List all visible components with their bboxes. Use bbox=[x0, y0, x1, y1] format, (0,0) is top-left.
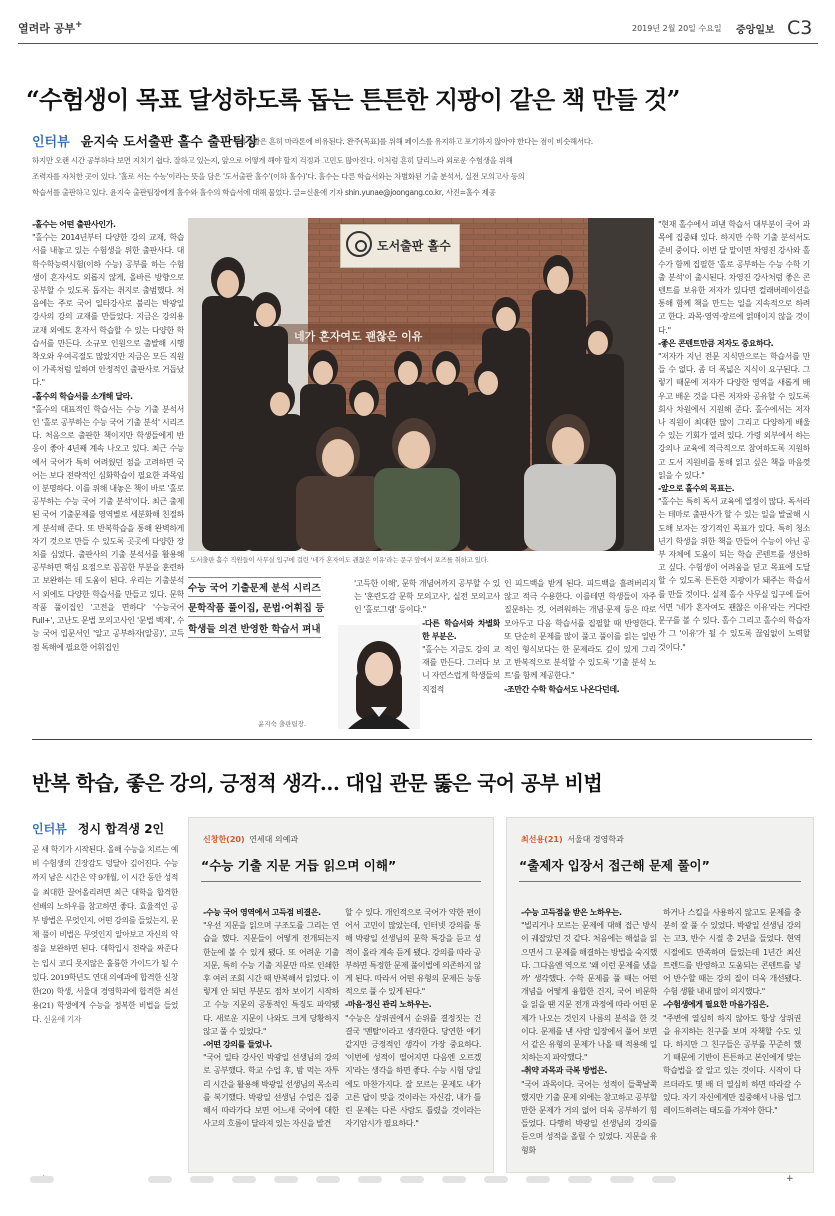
interview-tag: 인터뷰 bbox=[32, 135, 70, 150]
question: -수능 국어 영역에서 고득점 비결은. bbox=[203, 908, 321, 917]
interviewee-name: 최선용(21) bbox=[521, 835, 563, 844]
interviewee-line bbox=[203, 834, 298, 845]
question: -앞으로 홀수의 목표는. bbox=[658, 484, 735, 494]
interview-right-col-2 bbox=[663, 906, 801, 1162]
section-label: 열려라 공부+ bbox=[18, 20, 83, 35]
registration-mark-right: + bbox=[786, 1174, 794, 1184]
story-divider bbox=[32, 739, 812, 740]
question: -취약 과목과 극복 방법은. bbox=[521, 1066, 607, 1076]
company-logo-icon bbox=[346, 231, 372, 257]
intro-text: 곧 새 학기가 시작된다. 올해 수능을 치르는 예비 수험생의 긴장감도 덩달아 깊어진다. 수능까지 남은 시간은 약 9개월, 이 시간 동안 성적을 최대한 끌어올리려면 최근 대학을 합격한 선배의 노하우를 참고하면 좋다. 효율적인 공부 방법은 무엇인지, 어떤 강의를 들었는지, 문제 풀이 비법은 무엇인지 알아보고 자신의 약점을 보완하면 된다. 대학입시 전략을 짜준다는 입시 코디 못지않은 훌륭한 가이드가 될 수 있다. 2019학년도 연대 의예과에 합격한 신창한(20) 학생, 서울대 경영학과에 합격한 최선용(21) 학생에게 수능을 정복한 비법을 들었다. bbox=[32, 845, 178, 1025]
question: -어떤 강의를 들었나. bbox=[203, 1040, 272, 1050]
question: -좋은 콘텐트만큼 저자도 중요하다. bbox=[658, 338, 774, 348]
question: -수험생에게 필요한 마음가짐은. bbox=[663, 1000, 769, 1010]
question: -조만간 수학 학습서도 나온다던데. bbox=[504, 684, 620, 694]
interviewee-school: 서울대 경영학과 bbox=[567, 835, 624, 844]
answer: "우선 지문을 읽으며 구조도를 그리는 연습을 했다. 지문들이 어떻게 전개되는지 한눈에 볼 수 있게 됐다. 또 어려운 기출 지문, 특히 수능 기출 지문만 따로 인쇄한 후 여러 조회 시간 때 반복해서 읽었다. 이렇게 안 되던 부분도 점차 보이기 시작하고 수능 지문의 공통적인 특징도 파악됐다. 새로운 지문이 나와도 크게 당황하지 않고 풀 수 있었다." bbox=[203, 921, 339, 1036]
footer-bar bbox=[0, 1172, 835, 1216]
feature-line-1: 수능 국어 기출문제 분석 시리즈 bbox=[188, 577, 321, 597]
question: -마음·정신 관리 노하우는. bbox=[345, 1000, 432, 1010]
group-photo bbox=[188, 218, 654, 551]
answer: 인 피드백을 받게 된다. 피드백을 흘려버리지 않고 적극 수용한다. 이를테면 학생들이 자주 질문하는 것, 어려워하는 개념·문제 등은 따로 모아두고 다음 학습서를 집필할 때 반영한다. 또 단순히 문제를 많이 풀고 풀이를 읽는 일반적인 형식보다는 한 문제라도 깊이 있게 그리고 반복적으로 분석할 수 있도록 '기출 분석 노트'를 함께 제공한다." bbox=[504, 579, 656, 681]
feature-line-3: 학생들 의견 반영한 학습서 펴내 bbox=[188, 619, 321, 638]
answer: 하거나 스킬을 사용하지 않고도 문제를 충분히 잘 풀 수 있었다. 박광일 선생님 강의는 고3, 반수 시절 총 2년을 들었다. 현역 시절에도 만족하며 들었는데 1년간 최신 트렌드를 반영하고 도움되는 콘텐트를 넣어 반수할 때는 강의 질이 더욱 개선됐다. 수험 생활 내내 많이 의지했다." bbox=[663, 908, 801, 997]
answer: "현재 홀수에서 펴낸 학습서 대부분이 국어 과목에 집중돼 있다. 하지만 수학 기출 분석서도 준비 중이다. 이번 달 말이면 차영진 강사와 홀수가 함께 집필한 '홀로 공부하는 수능 수학 기출 분석'이 출시된다. 차영진 강사처럼 좋은 콘텐트를 보유한 저자가 있다면 컬래버레이션을 통해 함께 책을 만드는 일을 지속적으로 하려고 한다. 과목·영역·장르에 얽매이지 않을 것이다." bbox=[658, 220, 810, 335]
story1-lead-4: 학습서를 출판하고 있다. 윤지숙 출판팀장에게 홀수와 홀수의 학습서에 대해 물었다. 글=신윤애 기자 shin.yunae@joongang.co.kr, 사진=홀수 제공 bbox=[32, 188, 496, 197]
interview-quote: “출제자 입장서 접근해 문제 풀이” bbox=[519, 858, 710, 873]
interviewee-school: 연세대 의예과 bbox=[249, 835, 299, 844]
story1-headline: “수험생이 목표 달성하도록 돕는 튼튼한 지팡이 같은 책 만들 것” bbox=[26, 85, 680, 114]
answer: "국어 과목이다. 국어는 성적이 들쭉날쭉했지만 기출 문제 외에는 참고하고 공부할 만한 문제가 거의 없어 더욱 공부하기 힘들었다. 다행히 박광일 선생님의 강의를 듣으며 성적을 올릴 수 있었다. 지문을 유형화 bbox=[521, 1079, 657, 1155]
answer: "저자가 지닌 전문 지식만으로는 학습서를 만들 수 없다. 좀 더 폭넓은 지식이 요구된다. 그렇기 때문에 저자가 다양한 영역을 새롭게 배우고 배운 것을 다른 저자와 공유할 수 있도록 회사 차원에서 지원해 준다. 홀수에서는 저자나 직원이 최대한 많이 그리고 다양하게 배울 수 있는 기회가 열려 있다. 가령 외부에서 하는 강의나 교육에 적극적으로 참여하도록 지원하고 도서 지원비를 통해 읽고 싶은 책을 마음껏 읽을 수 있다." bbox=[658, 352, 810, 480]
story2-headline: 반복 학습, 좋은 강의, 긍정적 생각… 대입 관문 뚫은 국어 공부 비법 bbox=[32, 771, 603, 795]
print-marks bbox=[30, 1176, 676, 1183]
paper-logo: 중앙일보 bbox=[736, 25, 775, 36]
answer: "홀수는 지금도 강의 교재를 만든다. 그러다 보니 자연스럽게 학생들의 직접적 bbox=[422, 645, 500, 694]
company-sign bbox=[340, 224, 460, 268]
header-rule bbox=[18, 43, 818, 44]
interview-right-col-1 bbox=[521, 906, 657, 1162]
photo-banner-text: 네가 혼자여도 괜찮은 이유 bbox=[294, 330, 423, 343]
question: -수능 고득점을 받은 노하우는. bbox=[521, 908, 622, 917]
page-number: C3 bbox=[787, 17, 813, 39]
answer: "주변에 열심히 하지 않아도 항상 상위권을 유지하는 친구를 보며 자책할 수도 있다. 하지만 그 친구들은 공부를 꾸준히 했기 때문에 기반이 튼튼하고 본인에게 맞는 학습법을 잘 알고 있는 것이다. 시작이 다르더라도 몇 배 더 열심히 하면 따라갈 수 있다. 자기 자신에게만 집중해서 나름 업그레이드하려는 태도를 가져야 한다." bbox=[663, 1013, 801, 1116]
story1-column-5 bbox=[658, 218, 810, 730]
answer: "홀수는 특히 독서 교육에 열정이 많다. 독서라는 테마로 출판사가 할 수 있는 일을 발굴해 시도해 보자는 장기적인 목표가 있다. 특히 청소년기 학생을 위한 책을 만들어 수능이 아닌 공부 자체에 도움이 되는 학습 콘텐트를 생산하고 싶다. 수험생이 어려움을 딛고 목표에 도달할 수 있도록 튼튼한 지팡이가 돼주는 학습서를 만들 것이다. 실제 홀수 사무실 입구에 들어서면 '네가 혼자여도 괜찮은 이유'라는 커다란 문구를 볼 수 있다. 홀수 그리고 홀수의 학습자가 그 '이유'가 될 수 있도록 끊임없이 노력할 것이다." bbox=[658, 497, 810, 652]
feature-line-2: 문학작품 풀이집, 문법·어휘집 등 bbox=[188, 598, 324, 617]
interview-quote: “수능 기출 지문 거듭 읽으며 이해” bbox=[201, 858, 397, 873]
photo-caption: 도서출판 홀수 직원들이 사무실 입구에 걸린 '네가 혼자여도 괜찮은 이유'라는 문구 앞에서 포즈를 취하고 있다. bbox=[190, 556, 489, 564]
story2-byline-row bbox=[32, 818, 164, 837]
interviewee-line bbox=[521, 834, 624, 845]
page-header bbox=[0, 0, 835, 50]
answer: 할 수 있다. 개인적으로 국어가 약한 편이어서 고민이 많았는데, 인터넷 강의를 통해 박광일 선생님의 문학 특강을 듣고 성적이 올라 계속 듣게 됐다. 강의를 따라 공부하면 특정한 문제 풀이법에 의존하지 않게 된다. 따라서 어떤 유형의 문제든 능동적으로 풀 수 있게 된다." bbox=[345, 908, 481, 997]
answer: "홀수의 대표적인 학습서는 수능 기출 분석서인 '홀로 공부하는 수능 국어 기출 분석' 시리즈다. 처음으로 출판한 책이지만 학생들에게 반응이 좋아 4년째 계속 나오고 있다. 최근 수능에서 국어가 특히 어려웠던 점을 고려하면 국어는 보다 전략적인 심화학습이 필요한 과목임이 분명하다. 이를 위해 내놓은 책이 바로 '홀로 공부하는 수능 국어 기출 분석'이다. 최근 출제된 국어 기출문제를 영역별로 세분화해 친절하게 분석해 준다. 또 반복학습을 통해 완벽하게 자기 것으로 만들 수 있도록 곳곳에 다양한 장치를 심었다. 출판사의 기출 분석서를 활용해 공부하면 핵심 요점으로 꼼꼼한 부분을 훈련하고 보완하는 데 도움이 된다. 우리는 기출분석서 외에도 다양한 학습서를 만들고 있다. 문학작품 풀이집인 '고전을 면하다' '수능국어 Full+', 고난도 문법 모의고사인 '문법 백제', 수능 국어 입문서인 '알고 공부하자(알공)', 고득점 독해에 필요한 어휘집인 bbox=[32, 404, 184, 652]
quote-rule bbox=[201, 881, 481, 882]
issue-date: 2019년 2월 20일 수요일 bbox=[632, 24, 722, 33]
story1-byline-row bbox=[32, 131, 258, 150]
story1-column-1 bbox=[32, 218, 184, 730]
interview-subject: 윤지숙 도서출판 홀수 출판팀장 bbox=[80, 135, 258, 150]
story1-lead-3: 조력자를 자처한 곳이 있다. '홀로 서는 수능'이라는 뜻을 담은 '도서출판 홀수'(이하 홀수)'다. 홀수는 다른 학습서와는 차별화된 기출 분석서, 실전 모의고사 등의 bbox=[32, 172, 525, 181]
interview-tag: 인터뷰 bbox=[32, 822, 67, 836]
answer: "빌리거나 모르는 문제에 대해 접근 방식이 궤잡았던 것 같다. 처음에는 해설을 읽으면서 그 문제를 해결하는 방법을 숙지했다. 그다음엔 역으로 '왜 이런 문제를 냈을까' 생각했다. 수학 문제를 풀 때는 어떤 개념을 어떻게 융합한 건지, 국어 비문학을 읽을 땐 지문 전개 과정에 따라 어떤 문제가 나오는 것인지 나름의 분석을 한 것이다. 문제를 낸 사람 입장에서 풀어 보면서 같은 유형의 문제가 나올 때 적용해 일치하는지 파악했다." bbox=[521, 921, 657, 1063]
story1-column-4 bbox=[504, 577, 656, 699]
interview-subject: 정시 합격생 2인 bbox=[77, 822, 165, 836]
interviewee-name: 신창한(20) bbox=[203, 835, 245, 844]
answer: "수능은 상위권에서 순위를 결정짓는 건 결국 '멘탈'이라고 생각한다. 당연한 얘기 같지만 긍정적인 생각이 가장 중요하다. '이번에 성적이 떨어지면 다음엔 오르겠지'라는 생각을 하면 좋다. 수능 시험 당일에도 마찬가지다. 잘 모르는 문제도 내가 고른 답이 맞을 것이라는 자신감, 내가 틀린 문제는 다른 사람도 틀렸을 것이라는 자기암시가 필요하다." bbox=[345, 1013, 481, 1129]
answer: "국어 일타 강사인 박광일 선생님의 강의로 공부했다. 학교 수업 후, 밤 먹는 자투리 시간을 활용해 박광일 선생님의 목소리를 복기했다. 박광일 선생님 수업은 집중해서 따라가다 보면 어느새 국어에 대한 사고의 흐름이 달라져 있는 자신을 발견 bbox=[203, 1053, 339, 1129]
interview-box-left bbox=[188, 817, 494, 1173]
quote-rule bbox=[519, 881, 801, 882]
interview-left-col-1 bbox=[203, 906, 339, 1162]
story1-lead-1: 수험생활은 흔히 마라톤에 비유된다. 완주(목표)를 위해 페이스를 유지하고 포기하지 않아야 한다는 점이 비슷해서다. bbox=[232, 137, 593, 146]
interview-box-right bbox=[506, 817, 814, 1173]
interview-left-col-2 bbox=[345, 906, 481, 1162]
answer: '고득한 이해', 문학 개념어까지 공부할 수 있는 '훈련도감 문학 모의고사', 실전 모의고사인 '홀로그램' 등이다." bbox=[354, 579, 500, 615]
portrait-caption: 윤지숙 출판팀장. bbox=[258, 720, 307, 728]
company-sign-name: 도서출판 홀수 bbox=[377, 239, 451, 253]
intro-byline: 신윤애 기자 bbox=[43, 1015, 82, 1025]
answer: "홀수는 2014년부터 다양한 강의 교재, 학습서를 내놓고 있는 수험생을 위한 출판사다. 대학수학능력시험(이하 수능) 공부를 하는 수험생이 혼자서도 외롭지 않게, 올바른 방향으로 공부할 수 있도록 돕자는 취지로 출범했다. 처음에는 주로 국어 일타강사로 불리는 박광일 강사의 강의 교재를 만들었다. 지금은 강의용 교재 외에도 혼자서 학습할 수 있는 다양한 학습서를 만든다. 소규모 인원으로 출발해 시행착오와 우여곡절도 많았지만 지금은 모든 직원이 가족처럼 일하며 안정적인 출판사로 거듭났다." bbox=[32, 233, 184, 388]
question: -홀수의 학습서를 소개해 달라. bbox=[32, 391, 133, 401]
question: -다른 학습서와 차별화한 부분은. bbox=[422, 618, 500, 641]
story1-lead-2: 하지만 오랜 시간 공부하다 보면 지치기 쉽다. 잘하고 있는지, 앞으로 어떻게 해야 할지 걱정과 고민도 많아진다. 이처럼 흔히 달리느라 외로운 수험생을 위해 bbox=[32, 156, 513, 165]
question: -홀수는 어떤 출판사인가. bbox=[32, 220, 116, 229]
story1-mid-text bbox=[354, 577, 500, 707]
story2-intro bbox=[32, 843, 178, 1103]
